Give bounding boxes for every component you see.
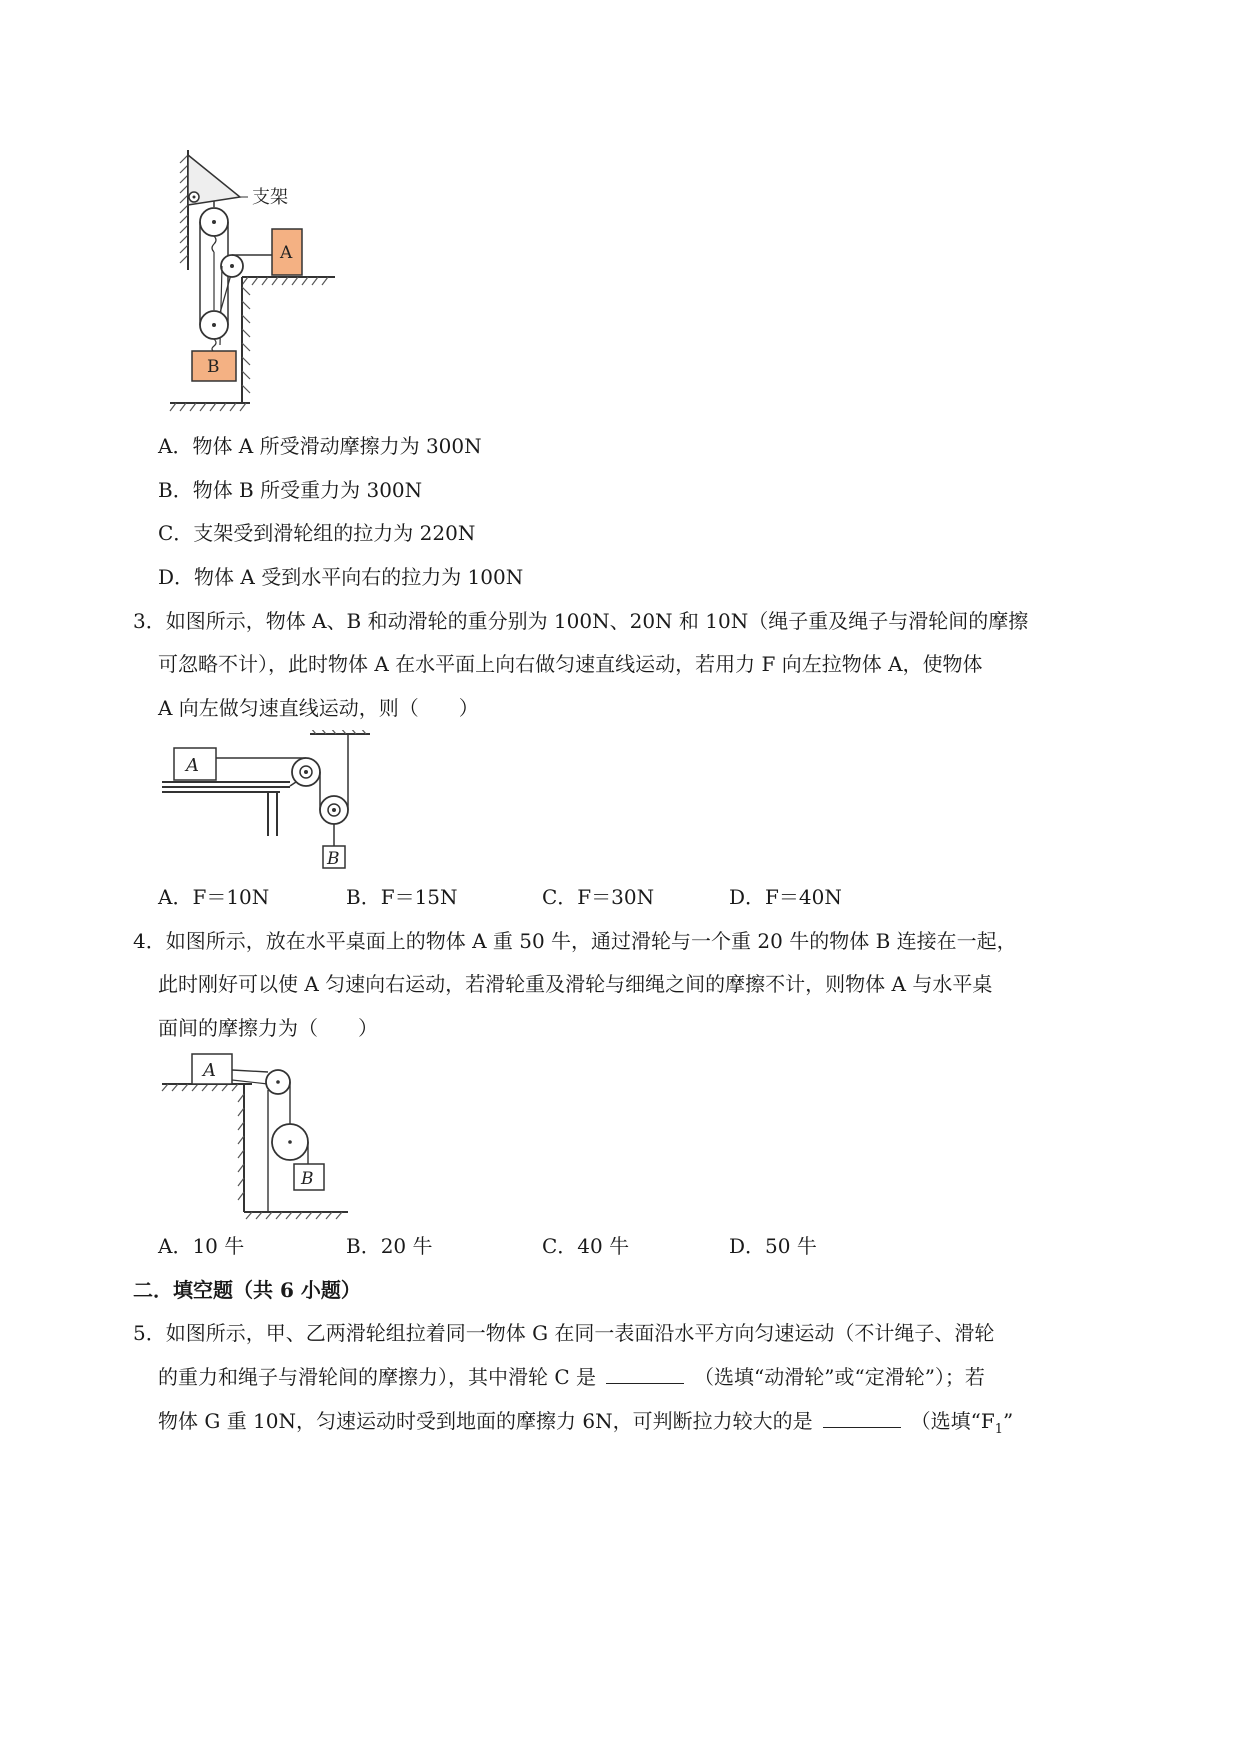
- q2-option-d: D．物体 A 受到水平向右的拉力为 100N: [158, 565, 524, 589]
- q5-blank-1[interactable]: [606, 1365, 684, 1384]
- q5-line-2-text-a: 的重力和绳子与滑轮间的摩擦力），其中滑轮 C 是: [158, 1365, 597, 1389]
- q4-line-2: 此时刚好可以使 A 匀速向右运动，若滑轮重及滑轮与细绳之间的摩擦不计，则物体 A 与水平桌: [158, 972, 993, 996]
- q3-line-3: A 向左做匀速直线运动，则（ ）: [158, 696, 479, 720]
- q5-line-3-text-b: （选填“F: [910, 1409, 995, 1433]
- block-a-label: A: [280, 243, 293, 263]
- q3-option-b: B．F＝15N: [346, 885, 458, 909]
- q4-option-a: A．10 牛: [158, 1234, 245, 1258]
- figure-pulley-bracket: [160, 145, 400, 465]
- q2-option-b: B．物体 B 所受重力为 300N: [158, 478, 423, 502]
- q5-line-2: [158, 1364, 985, 1390]
- q4-option-b: B．20 牛: [346, 1234, 433, 1258]
- q3-block-a-label: A: [186, 755, 199, 776]
- q2-option-a: A．物体 A 所受滑动摩擦力为 300N: [158, 434, 482, 458]
- figure-q3-table-pulley: [160, 730, 390, 875]
- q4-line-3: 面间的摩擦力为（ ）: [158, 1016, 378, 1040]
- bracket-label: 支架: [252, 187, 288, 208]
- q2-option-c: C．支架受到滑轮组的拉力为 220N: [158, 521, 476, 545]
- q3-line-2: 可忽略不计），此时物体 A 在水平面上向右做匀速直线运动，若用力 F 向左拉物体 A，使物体: [158, 652, 983, 676]
- q4-option-d: D．50 牛: [729, 1234, 817, 1258]
- q4-block-b-label: B: [301, 1169, 314, 1189]
- q3-option-d: D．F＝40N: [729, 885, 842, 909]
- q4-option-c: C．40 牛: [542, 1234, 630, 1258]
- q5-line-3-text-a: 物体 G 重 10N，匀速运动时受到地面的摩擦力 6N，可判断拉力较大的是: [158, 1409, 813, 1433]
- q5-line-3: [158, 1408, 1013, 1443]
- q3-block-b-label: B: [327, 849, 340, 869]
- q4-block-a-label: A: [203, 1060, 216, 1081]
- q3-option-a: A．F＝10N: [158, 885, 270, 909]
- q5-line-3-text-c: ”: [1002, 1409, 1014, 1433]
- q5-line-2-text-b: （选填“动滑轮”或“定滑轮”）；若: [694, 1365, 985, 1389]
- q5-blank-2[interactable]: [823, 1409, 901, 1428]
- q3-line-1: 3．如图所示，物体 A、B 和动滑轮的重分别为 100N、20N 和 10N（绳子重及绳子与滑轮间的摩擦: [133, 609, 1029, 633]
- section-title-fill-in: 二．填空题（共 6 小题）: [133, 1278, 361, 1302]
- q4-line-1: 4．如图所示，放在水平桌面上的物体 A 重 50 牛，通过滑轮与一个重 20 牛的物体 B 连接在一起，: [133, 929, 1017, 953]
- q5-subscript: 1: [994, 1422, 1003, 1437]
- figure-q4-table-pulley: [160, 1050, 360, 1220]
- q5-line-1: 5．如图所示，甲、乙两滑轮组拉着同一物体 G 在同一表面沿水平方向匀速运动（不计绳子、滑轮: [133, 1321, 995, 1345]
- q3-option-c: C．F＝30N: [542, 885, 655, 909]
- block-b-label: B: [207, 357, 220, 377]
